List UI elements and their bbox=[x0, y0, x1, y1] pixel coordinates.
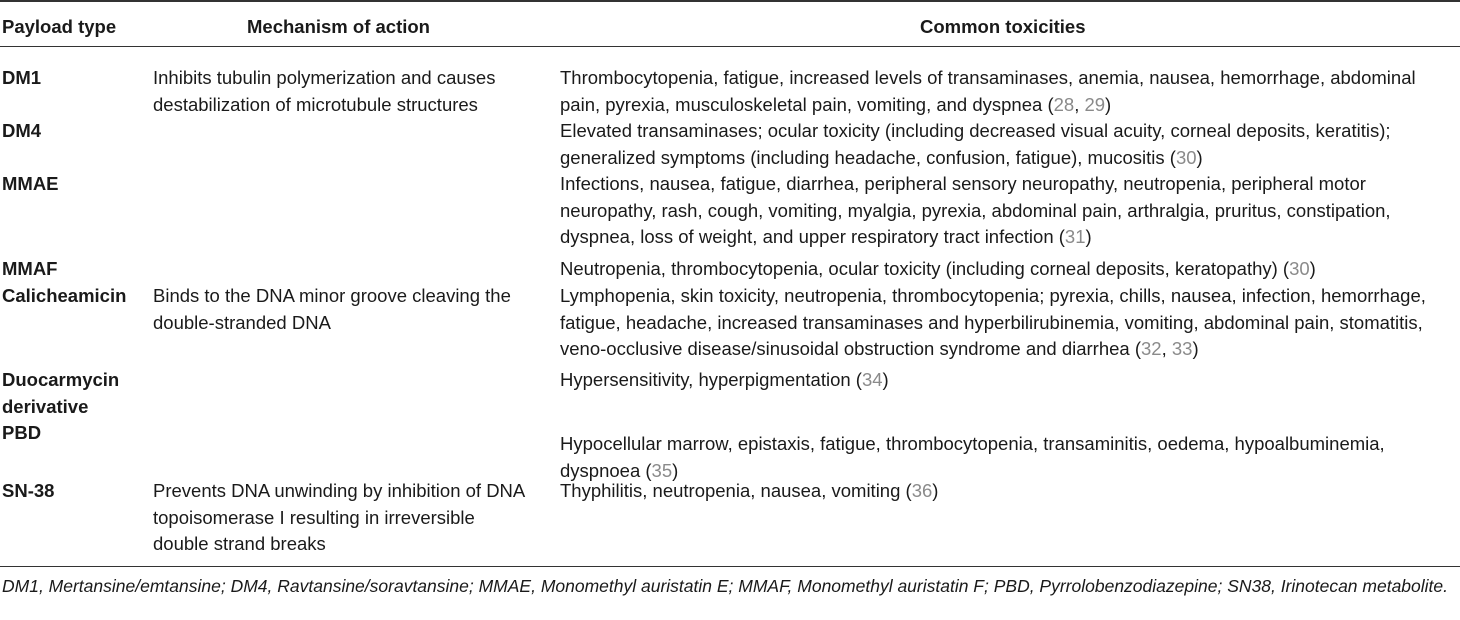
payload-cell: MMAE bbox=[2, 173, 59, 194]
table-bottom-rule bbox=[0, 566, 1460, 567]
mechanism-cell: Prevents DNA unwinding by inhibition of DNA topoisomerase I resulting in irreversible double strand breaks bbox=[153, 480, 525, 554]
reference-link[interactable]: 34 bbox=[861, 369, 883, 390]
payload-cell: DM4 bbox=[2, 120, 42, 141]
toxicities-cell: Hypocellular marrow, epistaxis, fatigue, thrombocytopenia, transaminitis, oedema, hypoalbuminemia, dyspnoea (35) bbox=[560, 433, 1385, 481]
header-rule bbox=[0, 46, 1460, 47]
toxicities-cell: Infections, nausea, fatigue, diarrhea, peripheral sensory neuropathy, neutropenia, peripheral motor neuropathy, rash, cough, vomiting, myalgia, pyrexia, abdominal pain, arthralgia, pruritus, constipation, dyspnea, loss of weight, and upper respiratory tract infection (31) bbox=[560, 173, 1391, 247]
mechanism-cell: Inhibits tubulin polymerization and causes destabilization of microtubule structures bbox=[153, 67, 496, 115]
reference-link[interactable]: 33 bbox=[1171, 338, 1193, 359]
toxicities-cell: Lymphopenia, skin toxicity, neutropenia, thrombocytopenia; pyrexia, chills, nausea, infection, hemorrhage, fatigue, headache, increased transaminases and hyperbilirubinemia, vomiting, abdominal pain, stomatitis, veno-occlusive disease/sinusoidal obstruction syndrome and diarrhea (32, 33) bbox=[560, 285, 1426, 359]
header-toxicities: Common toxicities bbox=[920, 16, 1086, 37]
toxicities-cell: Elevated transaminases; ocular toxicity (including decreased visual acuity, corneal deposits, keratitis); generalized symptoms (including headache, confusion, fatigue), mucositis (30) bbox=[560, 120, 1391, 168]
payload-cell: PBD bbox=[2, 422, 42, 443]
reference-link[interactable]: 29 bbox=[1084, 93, 1106, 115]
reference-link[interactable]: 32 bbox=[1141, 338, 1162, 359]
payload-cell: Duocarmycin derivative bbox=[2, 369, 120, 417]
reference-link[interactable]: 31 bbox=[1064, 226, 1086, 247]
mechanism-cell: Binds to the DNA minor groove cleaving the double-stranded DNA bbox=[153, 285, 511, 333]
payload-cell: Calicheamicin bbox=[2, 285, 127, 306]
toxicities-cell: Thrombocytopenia, fatigue, increased levels of transaminases, anemia, nausea, hemorrhage, abdominal pain, pyrexia, musculoskeletal pain, vomiting, and dyspnea (28, 29) bbox=[560, 67, 1416, 115]
table-top-rule bbox=[0, 0, 1460, 2]
header-payload-type: Payload type bbox=[2, 16, 117, 37]
toxicities-cell: Hypersensitivity, hyperpigmentation (34) bbox=[560, 369, 889, 390]
payload-cell: DM1 bbox=[2, 67, 42, 88]
reference-link[interactable]: 30 bbox=[1175, 146, 1197, 168]
toxicities-cell: Neutropenia, thrombocytopenia, ocular toxicity (including corneal deposits, keratopathy) (30) bbox=[560, 258, 1316, 279]
table-footnote: DM1, Mertansine/emtansine; DM4, Ravtansine/soravtansine; MMAE, Monomethyl auristatin E; MMAF, Monomethyl auristatin F; PBD, Pyrrolobenzodiazepine; SN38, Irinotecan metabolite. bbox=[2, 576, 1449, 596]
toxicities-cell: Thyphilitis, neutropenia, nausea, vomiting (36) bbox=[560, 480, 939, 501]
reference-link[interactable]: 36 bbox=[911, 480, 933, 501]
header-mechanism: Mechanism of action bbox=[247, 16, 430, 37]
reference-link[interactable]: 28 bbox=[1053, 93, 1075, 115]
reference-link[interactable]: 30 bbox=[1289, 258, 1310, 279]
payload-cell: MMAF bbox=[2, 258, 58, 279]
reference-link[interactable]: 35 bbox=[651, 459, 673, 481]
payload-cell: SN-38 bbox=[2, 480, 55, 501]
